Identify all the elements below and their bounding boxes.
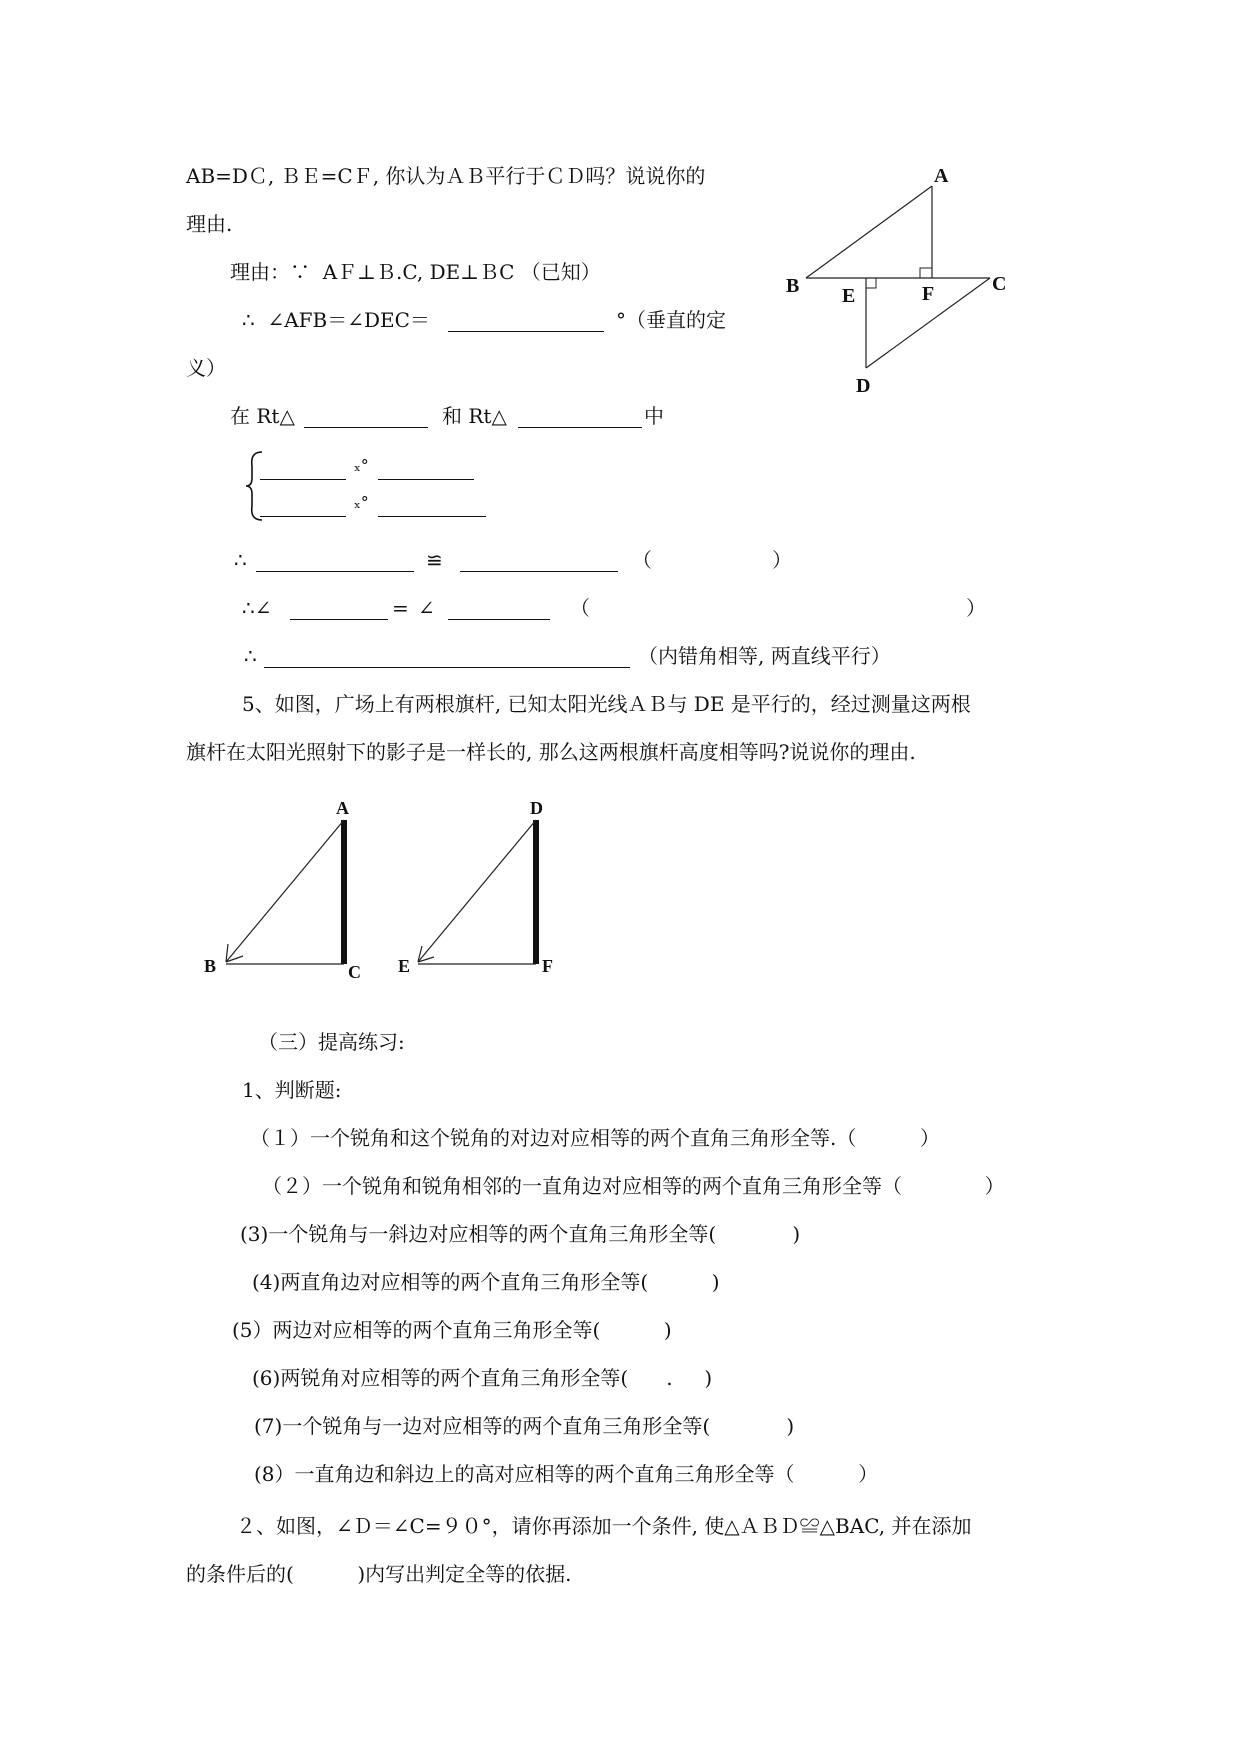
blank-congruent-right[interactable]	[460, 571, 618, 572]
rt-and-label: 和 Rt△	[442, 404, 507, 428]
blank-conclusion[interactable]	[264, 667, 630, 668]
brace-icon	[244, 450, 264, 522]
label-b: B	[786, 275, 800, 297]
blank-condition-2b[interactable]	[378, 516, 486, 517]
blank-condition-1a[interactable]	[260, 479, 346, 480]
question-line-1: AB=DＣ, ＢＥ=CＦ, 你认为ＡＢ平行于ＣＤ吗？说说你的	[186, 164, 706, 188]
rt-mid-label: 中	[644, 404, 664, 428]
therefore-symbol-3: ∴	[244, 644, 257, 668]
blank-triangle-1[interactable]	[304, 427, 428, 428]
question-2-line-1: ２、如图，∠Ｄ＝∠C=９０°，请你再添加一个条件, 使△ＡＢＤ≌△BAC, 并在添加	[236, 1514, 972, 1538]
figure-2-flagpoles	[196, 796, 576, 996]
judgment-item-3: (3)一个锐角与一斜边对应相等的两个直角三角形全等( )	[240, 1222, 801, 1246]
angle-symbol: ∠	[418, 596, 435, 620]
fig2-label-d: D	[530, 798, 543, 818]
judgment-item-7: (7)一个锐角与一边对应相等的两个直角三角形全等( )	[254, 1414, 795, 1438]
judgment-item-1: （１）一个锐角和这个锐角的对边对应相等的两个直角三角形全等.（ ）	[250, 1126, 940, 1150]
question-2-line-2: 的条件后的( )内写出判定全等的依据.	[186, 1562, 572, 1586]
judgment-item-2: （２）一个锐角和锐角相邻的一直角边对应相等的两个直角三角形全等（ ）	[262, 1174, 1005, 1198]
blank-condition-2a[interactable]	[260, 516, 346, 517]
label-f: F	[922, 283, 935, 305]
judgment-item-4: (4)两直角边对应相等的两个直角三角形全等( )	[252, 1270, 720, 1294]
blank-angle-right[interactable]	[448, 619, 550, 620]
right-angle-mark-e	[866, 278, 876, 288]
problem-5-line-1: 5、如图，广场上有两根旗杆, 已知太阳光线ＡＢ与 DE 是平行的，经过测量这两根	[242, 692, 971, 716]
condition-mark-1: ₓ°	[354, 456, 369, 475]
fig2-label-b: B	[204, 956, 217, 976]
judgment-item-8: (8）一直角边和斜边上的高对应相等的两个直角三角形全等（ ）	[254, 1462, 879, 1486]
judgment-item-5: (5）两边对应相等的两个直角三角形全等( )	[232, 1318, 672, 1342]
problem-5-line-2: 旗杆在太阳光照射下的影子是一样长的, 那么这两根旗杆高度相等吗?说说你的理由.	[186, 740, 916, 764]
question-1-title: 1、判断题:	[242, 1078, 342, 1102]
blank-angle-value[interactable]	[448, 331, 604, 332]
fig2-label-a: A	[336, 798, 349, 818]
judgment-item-6: (6)两锐角对应相等的两个直角三角形全等( . )	[252, 1366, 713, 1390]
paren-close-1: ）	[772, 548, 792, 572]
fig2-label-c: C	[348, 962, 361, 982]
rt-in-label: 在 Rt△	[230, 404, 295, 428]
condition-mark-2: ₓ°	[354, 493, 369, 512]
final-reason: （内错角相等, 两直线平行）	[638, 644, 891, 668]
sun-ray-de	[418, 820, 536, 962]
angle-statement-suffix: °（垂直的定	[616, 308, 726, 332]
therefore-symbol-1: ∴	[234, 548, 247, 572]
fig2-label-f: F	[542, 956, 553, 976]
label-a: A	[934, 165, 949, 187]
equals-sign: =	[392, 596, 409, 620]
section-3-title: （三）提高练习:	[258, 1030, 405, 1054]
question-line-2: 理由.	[186, 212, 233, 236]
blank-condition-1b[interactable]	[378, 479, 474, 480]
angle-statement-prefix: ∴ ∠AFB＝∠DEC＝	[242, 308, 430, 332]
therefore-angle: ∴∠	[242, 596, 272, 620]
label-e: E	[842, 285, 856, 307]
reason-line: 理由：∵ AＦ⊥Ｂ.C, DE⊥ＢC （已知）	[230, 260, 601, 284]
blank-triangle-2[interactable]	[518, 427, 642, 428]
right-angle-mark-f	[920, 268, 932, 278]
paren-open-1: （	[632, 548, 652, 572]
label-c: C	[992, 273, 1007, 295]
figure-1-diagram	[786, 160, 1026, 400]
congruent-symbol: ≌	[426, 548, 443, 572]
label-d: D	[856, 375, 871, 397]
blank-angle-left[interactable]	[290, 619, 388, 620]
paren-close-2: ）	[966, 596, 986, 620]
paren-open-2: （	[570, 596, 590, 620]
fig2-label-e: E	[398, 956, 411, 976]
sun-ray-ab	[226, 820, 344, 962]
segment-ab	[806, 186, 932, 278]
angle-statement-wrap: 义）	[186, 356, 226, 380]
blank-congruent-left[interactable]	[256, 571, 414, 572]
